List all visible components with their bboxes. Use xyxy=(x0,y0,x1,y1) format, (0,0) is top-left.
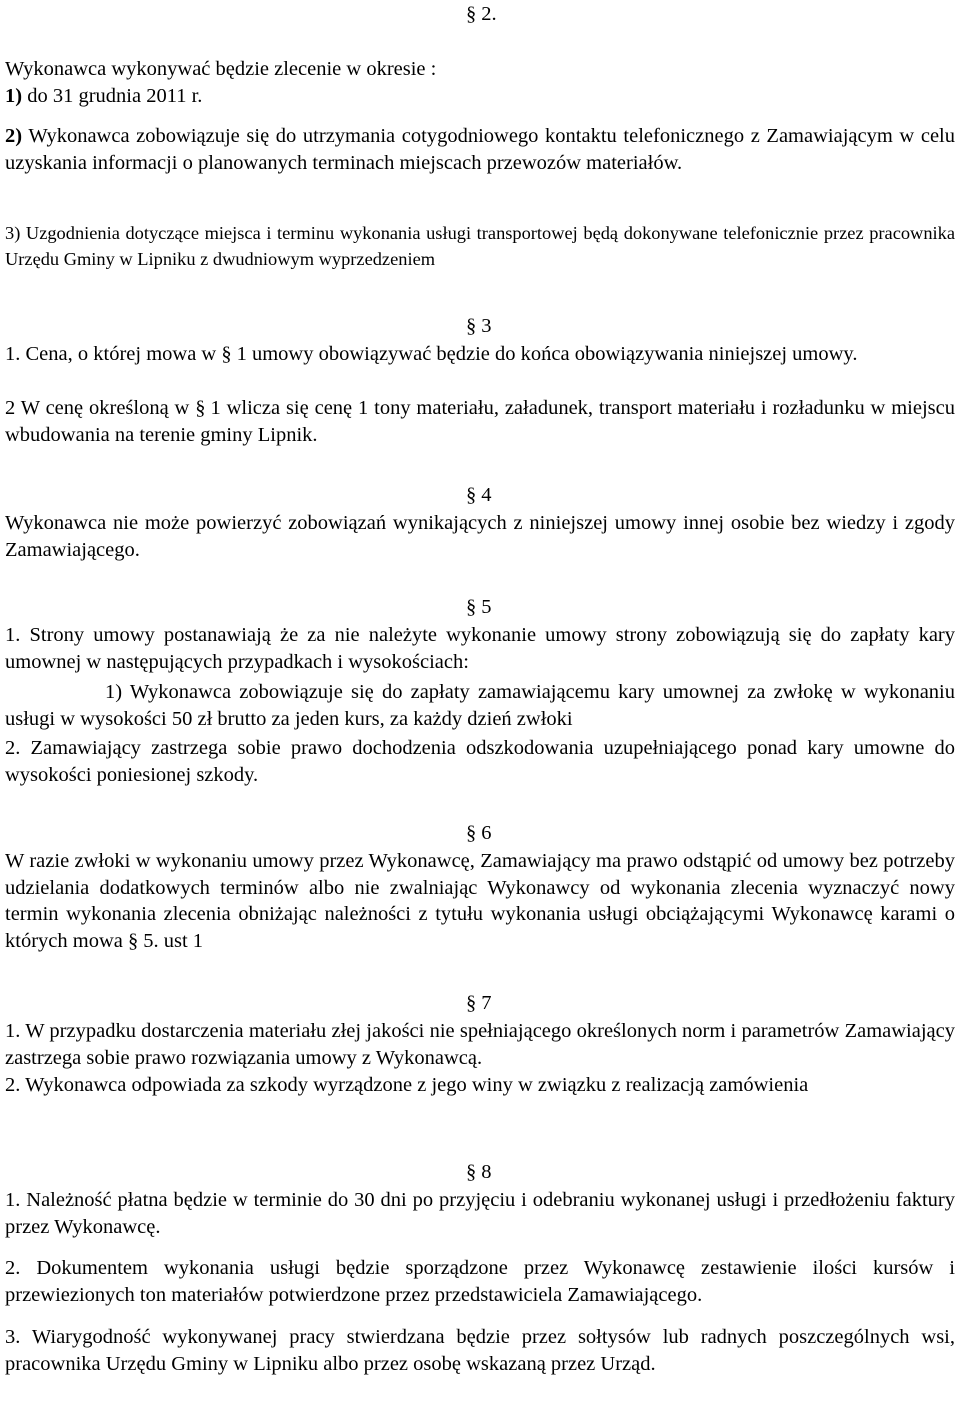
paragraph-3-point-2 xyxy=(5,395,955,448)
paragraph-7-point-1: 1. W przypadku dostarczenia materiału złej jakości nie spełniającego określonych norm i parametrów Zamawiający zastrzega sobie prawo rozwiązania umowy z Wykonawcą. xyxy=(5,1020,955,1069)
section-symbol: § xyxy=(466,992,477,1014)
section-symbol: § xyxy=(466,315,477,337)
section-number: 7 xyxy=(481,992,492,1014)
item-1-text: do 31 grudnia 2011 r. xyxy=(22,84,203,107)
item-2-number: 2) xyxy=(5,125,23,147)
point-2-text-b: 1 wlicza się cenę 1 tony materiału, załadunek, transport materiału i rozładunku w miejscu wbudowania na terenie gminy Lipnik. xyxy=(5,397,955,446)
section-heading-8 xyxy=(466,1159,492,1185)
paragraph-2-item-3: 3) Uzgodnienia dotyczące miejsca i terminu wykonania usługi transportowej będą dokonywane telefonicznie przez pracownika Urzędu Gminy w Lipniku z dwudniowym wyprzedzeniem xyxy=(5,223,955,269)
paragraph-8-point-1: 1. Należność płatna będzie w terminie do 30 dni po przyjęciu i odebraniu wykonanej usługi i przedłożeniu faktury przez Wykonawcę. xyxy=(5,1189,955,1238)
section-symbol: § xyxy=(195,397,206,419)
section-number: 4 xyxy=(481,484,492,506)
paragraph-4-text: Wykonawca nie może powierzyć zobowiązań wynikających z niniejszej umowy innej osobie bez wiedzy i zgody Zamawiającego. xyxy=(5,512,955,561)
paragraph-8-point-2: 2. Dokumentem wykonania usługi będzie sporządzone przez Wykonawcę zestawienie ilości kursów i przewiezionych ton materiałów potwierdzone przez przedstawiciela Zamawiającego. xyxy=(5,1257,955,1306)
section-symbol: § xyxy=(221,343,232,365)
paragraph-5-point-1: 1. Strony umowy postanawiają że za nie należyte wykonanie umowy strony zobowiązują się do zapłaty kary umownej w następujących przypadkach i wysokościach: xyxy=(5,624,955,673)
paragraph-7-point-2: 2. Wykonawca odpowiada za szkody wyrządzone z jego winy w związku z realizacją zamówienia xyxy=(5,1074,809,1096)
paragraph-5-subpoint-1: 1) Wykonawca zobowiązuje się do zapłaty zamawiającemu kary umownej za zwłokę w wykonaniu usługi w wysokości 50 zł brutto za jeden kurs, za każdy dzień zwłoki xyxy=(5,681,955,730)
intro-text: Wykonawca wykonywać będzie zlecenie w okresie : xyxy=(5,58,437,80)
point-1-text-a: 1. Cena, o której mowa w xyxy=(5,343,222,365)
section-number: 6 xyxy=(481,822,492,844)
section-heading-5 xyxy=(466,594,492,620)
paragraph-3-point-1 xyxy=(5,341,955,368)
section-heading-2 xyxy=(466,1,497,27)
paragraph-2-intro xyxy=(5,56,955,109)
item-1-number: 1) xyxy=(5,84,23,107)
section-number: 3 xyxy=(481,315,492,337)
section-number: 8 xyxy=(481,1161,492,1183)
section-symbol: § xyxy=(127,929,139,952)
section-symbol: § xyxy=(466,3,477,25)
section-symbol: § xyxy=(466,596,477,618)
paragraph-2-item-2 xyxy=(5,123,955,176)
section-heading-3 xyxy=(466,313,492,339)
section-heading-4 xyxy=(466,482,492,508)
section-number: 2. xyxy=(481,3,497,25)
section-heading-6 xyxy=(466,820,492,846)
paragraph-5-point-2: 2. Zamawiający zastrzega sobie prawo dochodzenia odszkodowania uzupełniającego ponad kary umowne do wysokości poniesionej szkody. xyxy=(5,737,955,786)
section-symbol: § xyxy=(466,1161,477,1183)
paragraph-6-text xyxy=(5,848,955,954)
paragraph-6-text-a: W razie zwłoki w wykonaniu umowy przez Wykonawcę, Zamawiający ma prawo odstąpić od umowy bez potrzeby udzielania dodatkowych terminów albo nie zwalniając Wykonawcy od wykonania zlecenia wyznaczyć nowy termin wykonania zlecenia obniżając należności z tytułu wykonania usługi obciążającymi Wykonawcę karami o których mowa xyxy=(5,850,955,952)
section-number: 5 xyxy=(481,596,492,618)
section-heading-7 xyxy=(466,990,492,1016)
section-symbol: § xyxy=(466,822,477,844)
point-2-text-a: 2 W cenę określoną w xyxy=(5,397,196,419)
item-2-text: Wykonawca zobowiązuje się do utrzymania cotygodniowego kontaktu telefonicznego z Zamawiającym w celu uzyskania informacji o planowanych terminach miejscach przewozów materiałów. xyxy=(5,125,955,174)
paragraph-6-text-b: 5. ust 1 xyxy=(143,929,204,952)
paragraph-8-point-3: 3. Wiarygodność wykonywanej pracy stwierdzana będzie przez sołtysów lub radnych poszczególnych wsi, pracownika Urzędu Gminy w Lipniku albo przez osobę wskazaną przez Urząd. xyxy=(5,1326,955,1375)
section-symbol: § xyxy=(466,484,477,506)
point-1-text-b: 1 umowy obowiązywać będzie do końca obowiązywania niniejszej umowy. xyxy=(236,343,858,365)
